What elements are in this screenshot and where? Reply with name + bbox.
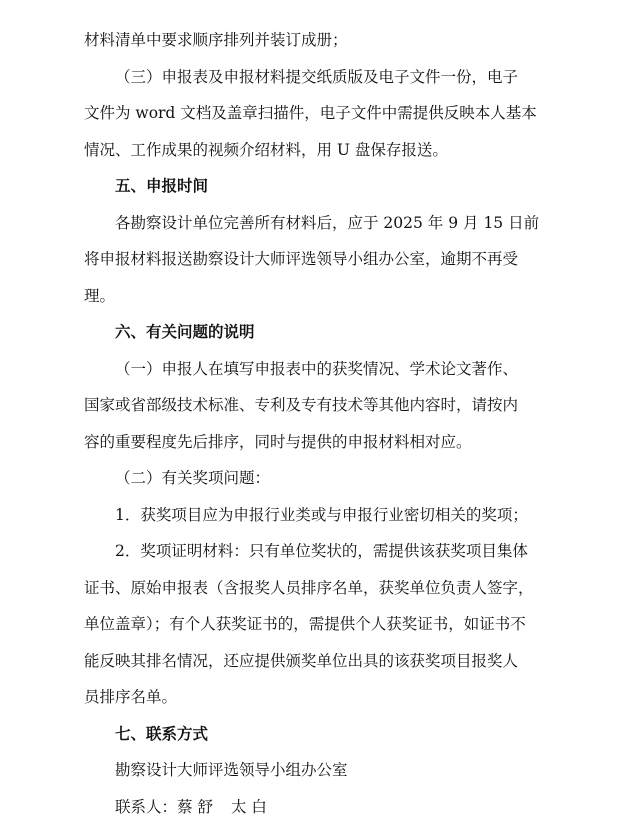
text-line: 五、申报时间 xyxy=(115,168,576,205)
contact-line xyxy=(84,789,576,825)
text-line: 1．获奖项目应为申报行业类或与申报行业密切相关的奖项； xyxy=(84,497,576,534)
paragraph xyxy=(84,22,576,59)
paragraph xyxy=(84,205,576,315)
paragraph xyxy=(84,533,576,716)
text-line: 理。 xyxy=(84,278,576,315)
text-line: 将申报材料报送勘察设计大师评选领导小组办公室，逾期不再受 xyxy=(84,241,576,278)
contact-label: 联系人： xyxy=(115,798,177,816)
text-line: 单位盖章）；有个人获奖证书的，需提供个人获奖证书，如证书不 xyxy=(84,606,576,643)
text-line: 七、联系方式 xyxy=(115,716,576,753)
text-line: 六、有关问题的说明 xyxy=(115,314,576,351)
text-line: （一）申报人在填写申报表中的获奖情况、学术论文著作、 xyxy=(84,351,576,388)
paragraph xyxy=(84,752,576,789)
paragraph xyxy=(84,460,576,497)
contact-name-2: 太 白 xyxy=(231,798,267,816)
text-line: 文件为 word 文档及盖章扫描件，电子文件中需提供反映本人基本 xyxy=(84,95,576,132)
text-line: 勘察设计大师评选领导小组办公室 xyxy=(84,752,576,789)
text-line: 2．奖项证明材料：只有单位奖状的，需提供该获奖项目集体 xyxy=(84,533,576,570)
section-heading xyxy=(84,716,576,753)
section-heading xyxy=(84,314,576,351)
text-line: 各勘察设计单位完善所有材料后，应于 2025 年 9 月 15 日前 xyxy=(84,205,576,242)
paragraph xyxy=(84,351,576,461)
paragraph xyxy=(84,59,576,169)
text-line: （二）有关奖项问题： xyxy=(84,460,576,497)
contact-name-1: 蔡 舒 xyxy=(177,798,213,816)
text-line: 证书、原始申报表（含报奖人员排序名单，获奖单位负责人签字， xyxy=(84,570,576,607)
text-line: 容的重要程度先后排序，同时与提供的申报材料相对应。 xyxy=(84,424,576,461)
text-line: 能反映其排名情况，还应提供颁奖单位出具的该获奖项目报奖人 xyxy=(84,643,576,680)
text-line: 情况、工作成果的视频介绍材料，用 U 盘保存报送。 xyxy=(84,132,576,169)
section-heading xyxy=(84,168,576,205)
text-line: 材料清单中要求顺序排列并装订成册； xyxy=(84,22,576,59)
text-line: 国家或省部级技术标准、专利及专有技术等其他内容时，请按内 xyxy=(84,387,576,424)
text-line: （三）申报表及申报材料提交纸质版及电子文件一份，电子 xyxy=(84,59,576,96)
document-body xyxy=(84,22,576,789)
text-line: 员排序名单。 xyxy=(84,679,576,716)
paragraph xyxy=(84,497,576,534)
